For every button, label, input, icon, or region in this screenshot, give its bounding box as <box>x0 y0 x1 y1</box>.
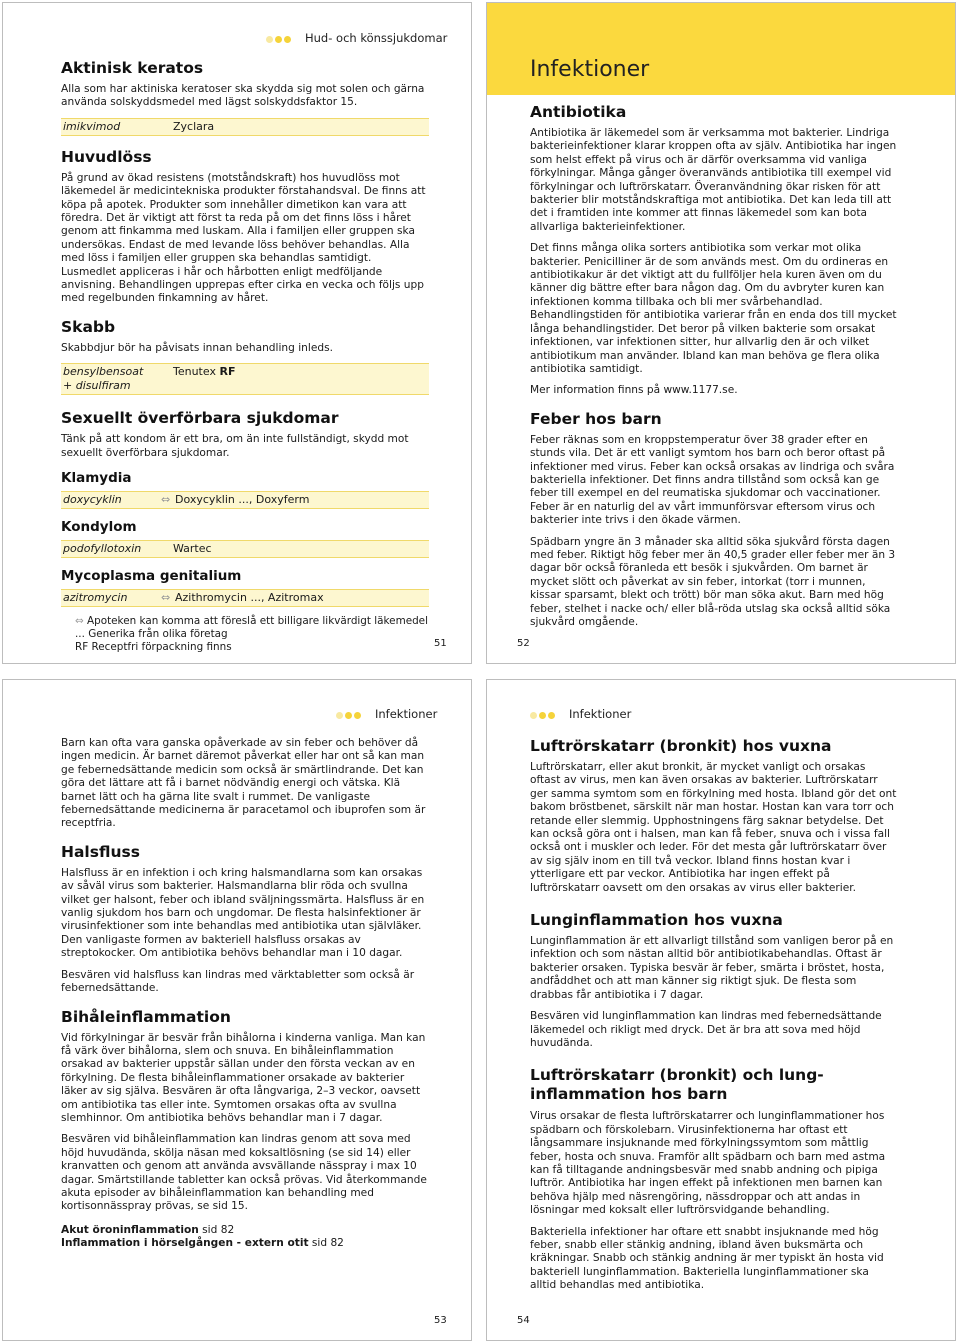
page-54-content <box>530 737 897 1301</box>
drug-row <box>61 540 429 558</box>
cross-reference: Akut öroninflammation sid 82 <box>61 1223 235 1236</box>
swap-icon: ⇔ <box>75 615 84 627</box>
generic-name: azitromycin <box>63 591 128 605</box>
brand-name: Azithromycin ..., Azitromax <box>175 591 324 605</box>
paragraph: Vid förkylningar är besvär från bihålorna i kinderna vanliga. Man kan få värk över bihålorna, slem och snuva. En bihåleinflammation orsakad av bakterier uppstår sällan under den första veckan av en förkylning. De flesta bihåleinflammationer orsakade av bakterier läker av sig själva. Besvären är ofta långvariga, 2–3 veckor, oavsett om antibiotika tas eller inte. Symtomen orsakas ofta av svullna slemhinnor. Om antibiotika behövs behandlar man i 7 dagar. <box>61 1031 426 1124</box>
brand-name: Wartec <box>173 542 212 556</box>
section-title: Sexuellt överförbara sjukdomar <box>61 409 339 428</box>
swap-icon: ⇔ <box>161 493 171 507</box>
paragraph: Bakteriella infektioner har oftare ett snabbt insjuknande med hög feber, snabb eller stänkig andning, ibland även buksmärta och kräkningar. Snabb och stänkig andning är mer typiskt än hosta vid bakteriell lunginflammation. Bakteriella lunginflammationer ska alltid behandlas med antibiotika. <box>530 1225 884 1292</box>
footnotes: ⇔ Apoteken kan komma att föreslå ett billigare likvärdigt läkemedel ... Generika från olika företag RF Receptfri förpackning finns <box>75 615 428 653</box>
paragraph: Besvären vid bihåleinflammation kan lindras genom att sova med höjd huvudända, skölja näsan med koksaltlösning (se sid 14) eller kranvatten och genom att använda avsvällande nässpray i max 10 dagar. Smärtstillande tabletter kan också prövas. Vid återkommande akuta episoder av bihåleinflammation kan behandling med kortisonnässpray prövas, se sid 15. <box>61 1133 427 1213</box>
dots-icon <box>530 708 557 722</box>
brand-name: Tenutex RF <box>173 365 236 379</box>
cross-reference: Inflammation i hörselgången - extern otit sid 82 <box>61 1237 344 1250</box>
section-title: Feber hos barn <box>530 409 662 428</box>
running-header: Hud- och könssjukdomar <box>266 31 447 46</box>
paragraph: Barn kan ofta vara ganska opåverkade av sin feber och behöver då ingen medicin. Är barnet däremot påverkat eller har ont så kan man ge febernedsättande medicin som också är smärtlindrande. Det kan göra det lättare att få i barnet nödvändig energi och vätska. Klä barnet lätt och ha gärna lite svalt i rummet. De vanligaste febernedsättande medicinerna är paracetamol och ibuprofen som är receptfria. <box>61 737 426 830</box>
paragraph: Besvären vid halsfluss kan lindras med värktabletter som också är febernedsättande. <box>61 968 415 995</box>
paragraph: Lunginflammation är ett allvarligt tillstånd som vanligen beror på en infektion och som nästan alltid bör antibiotikabehandlas. Oftast är bakterier orsaken. Typiska besvär är feber, smärta i bröstet, hosta, andfåddhet och att man känner sig riktigt sjuk. De flesta som drabbas får antibiotika i 7 dagar. <box>530 935 894 1001</box>
subsection-title: Kondylom <box>61 519 137 536</box>
dots-icon <box>336 708 363 722</box>
section-title: Luftrörskatarr (bronkit) hos vuxna <box>530 737 832 755</box>
generic-name: bensylbensoat + disulfiram <box>63 365 144 393</box>
rf-badge: RF <box>219 365 236 379</box>
swap-icon: ⇔ <box>161 591 171 605</box>
generic-name: imikvimod <box>63 119 121 133</box>
section-title: Bihåleinflammation <box>61 1007 231 1026</box>
paragraph: Mer information finns på www.1177.se. <box>530 384 738 397</box>
section-title: Halsfluss <box>61 842 140 861</box>
generic-name: doxycyklin <box>63 493 122 507</box>
page-52-content <box>530 103 897 637</box>
page-53-content <box>61 737 429 1259</box>
paragraph: Tänk på att kondom är ett bra, om än inte fullständigt, skydd mot sexuellt överförbara sjukdomar. <box>61 433 409 459</box>
drug-row <box>61 363 429 395</box>
generic-name: podofyllotoxin <box>63 542 142 556</box>
section-title: Luftrörskatarr (bronkit) och lung- inflammation hos barn <box>530 1066 824 1104</box>
paragraph: Virus orsakar de flesta luftrörskatarrer och lunginflammationer hos spädbarn och förskolebarn. Virusinfektionerna har oftast ett långsammare insjuknande med förkylningssymtom som måttlig feber, hosta och snuva. Framför allt spädbarn och barn med astma kan få tilltagande andningsbesvär med snabb andning och pipiga luftrör. Antibiotika har ingen effekt på infektionen men barnen kan behöva hjälp med näsrengöring, nässdroppar och att andas in lösningar med koksalt eller luftrörsvidgande behandling. <box>530 1110 886 1217</box>
drug-row <box>61 491 429 509</box>
paragraph: Antibiotika är läkemedel som är verksamma mot bakterier. Lindriga bakterieinfektioner klarar kroppen ofta av själv. Antibiotika har ingen som helst effekt på virus och är därför overksamma vid vanliga förkylningar. Många gånger överanvänds antibiotika till exempel vid förkylningar och luftrörskatarr. Överanvändning ökar risken för att bakterier blir motståndskraftiga mot antibiotika. Det kan leda till att det i framtiden inte kommer att finnas läkemedel som kan bota allvarliga bakterieinfektioner. <box>530 127 897 233</box>
section-title: Lunginflammation hos vuxna <box>530 911 783 930</box>
paragraph: Halsfluss är en infektion i och kring halsmandlarna som kan orsakas av såväl virus som bakterier. Halsmandlarna blir röda och svullna vilket ger halsont, feber och ibland sväljningssmärta. Halsfluss är en vanlig sjukdom hos barn och ungdomar. De flesta halsinfektioner är virusinfektioner som inte behandlas med antibiotika utan självläker. Den vanligaste formen av bakteriell halsfluss orsakas av streptokocker. Om antibiotika behövs behandlar man i 10 dagar. <box>61 866 425 960</box>
paragraph: Spädbarn yngre än 3 månader ska alltid söka sjukvård första dagen med feber. Riktigt hög feber mer än 40,5 grader eller feber mer än 3 dagar bör också föranleda ett besök i sjukvården. Om barnet är mycket slött och påverkat av sin feber, intorkat (torr i munnen, kissar sparsamt, blekt och trött) bör man söka akut. Barn med hög feber, stelhet i nacke och/ eller blå-röda utslag ska också alltid söka sjukvård omgående. <box>530 535 896 628</box>
page-51-content <box>61 59 429 615</box>
drug-row <box>61 118 429 136</box>
paragraph: Det finns många olika sorters antibiotika som verkar mot olika bakterier. Penicilliner är de som används mest. Om du ordineras en antibiotikakur är det viktigt att du fullföljer hela kuren även om du känner dig bättre efter bara någon dag. Om du avbryter kuren kan infektionen komma tillbaka och bli mer svårbehandlad. Behandlingstiden för antibiotika varierar från en enda dos till mycket långa behandlingstider. Det beror på vilken bakterie som orsakat infektionen, var infektionen sitter, hur allvarlig den är och vilket antibiotikum man använder. Ibland kan man behöva ge flera olika antibiotika samtidigt. <box>530 242 897 375</box>
page-52 <box>486 2 956 664</box>
page-number: 53 <box>434 1315 447 1326</box>
section-title: Skabb <box>61 317 116 336</box>
paragraph: Skabbdjur bör ha påvisats innan behandling inleds. <box>61 341 333 354</box>
subsection-title: Klamydia <box>61 470 132 487</box>
chapter-title: Infektioner <box>530 57 650 82</box>
page-number: 52 <box>517 638 530 649</box>
paragraph: Alla som har aktiniska keratoser ska skydda sig mot solen och gärna använda solskyddsmedel med lägst solskyddsfaktor 15. <box>61 83 425 109</box>
paragraph: På grund av ökad resistens (motståndskraft) hos huvudlöss mot läkemedel är medicintekniska produkter förstahandsval. De finns att köpa på apotek. Produkter som innehåller dimetikon kan vara att föredra. Det är viktigt att först ta reda på om det finns löss i håret genom att finkamma med luskam. Alla i familjen eller gruppen ska undersökas. Endast de med levande löss behöver behandlas. Alla med löss i familjen eller gruppen ska behandlas samtidigt. Lusmedlet appliceras i hår och hårbotten enligt medföljande anvisning. Behandlingen upprepas efter cirka en vecka och följs upp med regelbunden finkamning av håret. <box>61 171 426 305</box>
brand-name: Doxycyklin ..., Doxyferm <box>175 493 310 507</box>
section-title: Aktinisk keratos <box>61 59 204 77</box>
page-number: 54 <box>517 1315 530 1326</box>
page-53 <box>2 679 472 1341</box>
dots-icon <box>266 32 293 46</box>
running-header: Infektioner <box>530 707 631 722</box>
paragraph: Luftrörskatarr, eller akut bronkit, är mycket vanligt och orsakas oftast av virus, men kan även orsakas av bakterier. Luftrörskatarr ger samma symtom som en förkylning med hosta. Ibland gör det ont bakom bröstbenet, särskilt när man hostar. Hostan kan vara torr och retande eller slemmig. Upphostningens färg saknar betydelse. Det kan också göra ont i halsen, man kan få feber, snuva och i vissa fall också ont i muskler och leder. För det mesta går luftrörskatarr över av sig själv inom en till två veckor. Ibland finns hostan kvar i ytterligare ett par veckor. Antibiotika har ingen effekt på luftrörskatarr oavsett om den orsakas av virus eller bakterier. <box>530 761 897 894</box>
section-title: Huvudlöss <box>61 147 152 166</box>
subsection-title: Mycoplasma genitalium <box>61 568 242 585</box>
brand-name: Zyclara <box>173 119 215 133</box>
page-51 <box>2 2 472 664</box>
paragraph: Feber räknas som en kroppstemperatur över 38 grader efter en stunds vila. Det är ett vanligt symtom hos barn och beror oftast på infektioner med virus. Feber kan också orsakas av lindriga och svåra bakteriella infektioner. Det finns andra tillstånd som också kan ge feber till exempel en del reumatiska sjukdomar och vaccinationer. Feber är en naturlig del av vårt immunförsvar eftersom virus och bakterier inte trivs i den ökade värmen. <box>530 433 895 527</box>
running-header: Infektioner <box>336 707 437 722</box>
page-54 <box>486 679 956 1341</box>
drug-row <box>61 589 429 607</box>
section-title: Antibiotika <box>530 103 627 121</box>
page-number: 51 <box>434 638 447 649</box>
paragraph: Besvären vid lunginflammation kan lindras med febernedsättande läkemedel och rikligt med dryck. Det är bra att sova med höjd huvudända. <box>530 1010 882 1049</box>
